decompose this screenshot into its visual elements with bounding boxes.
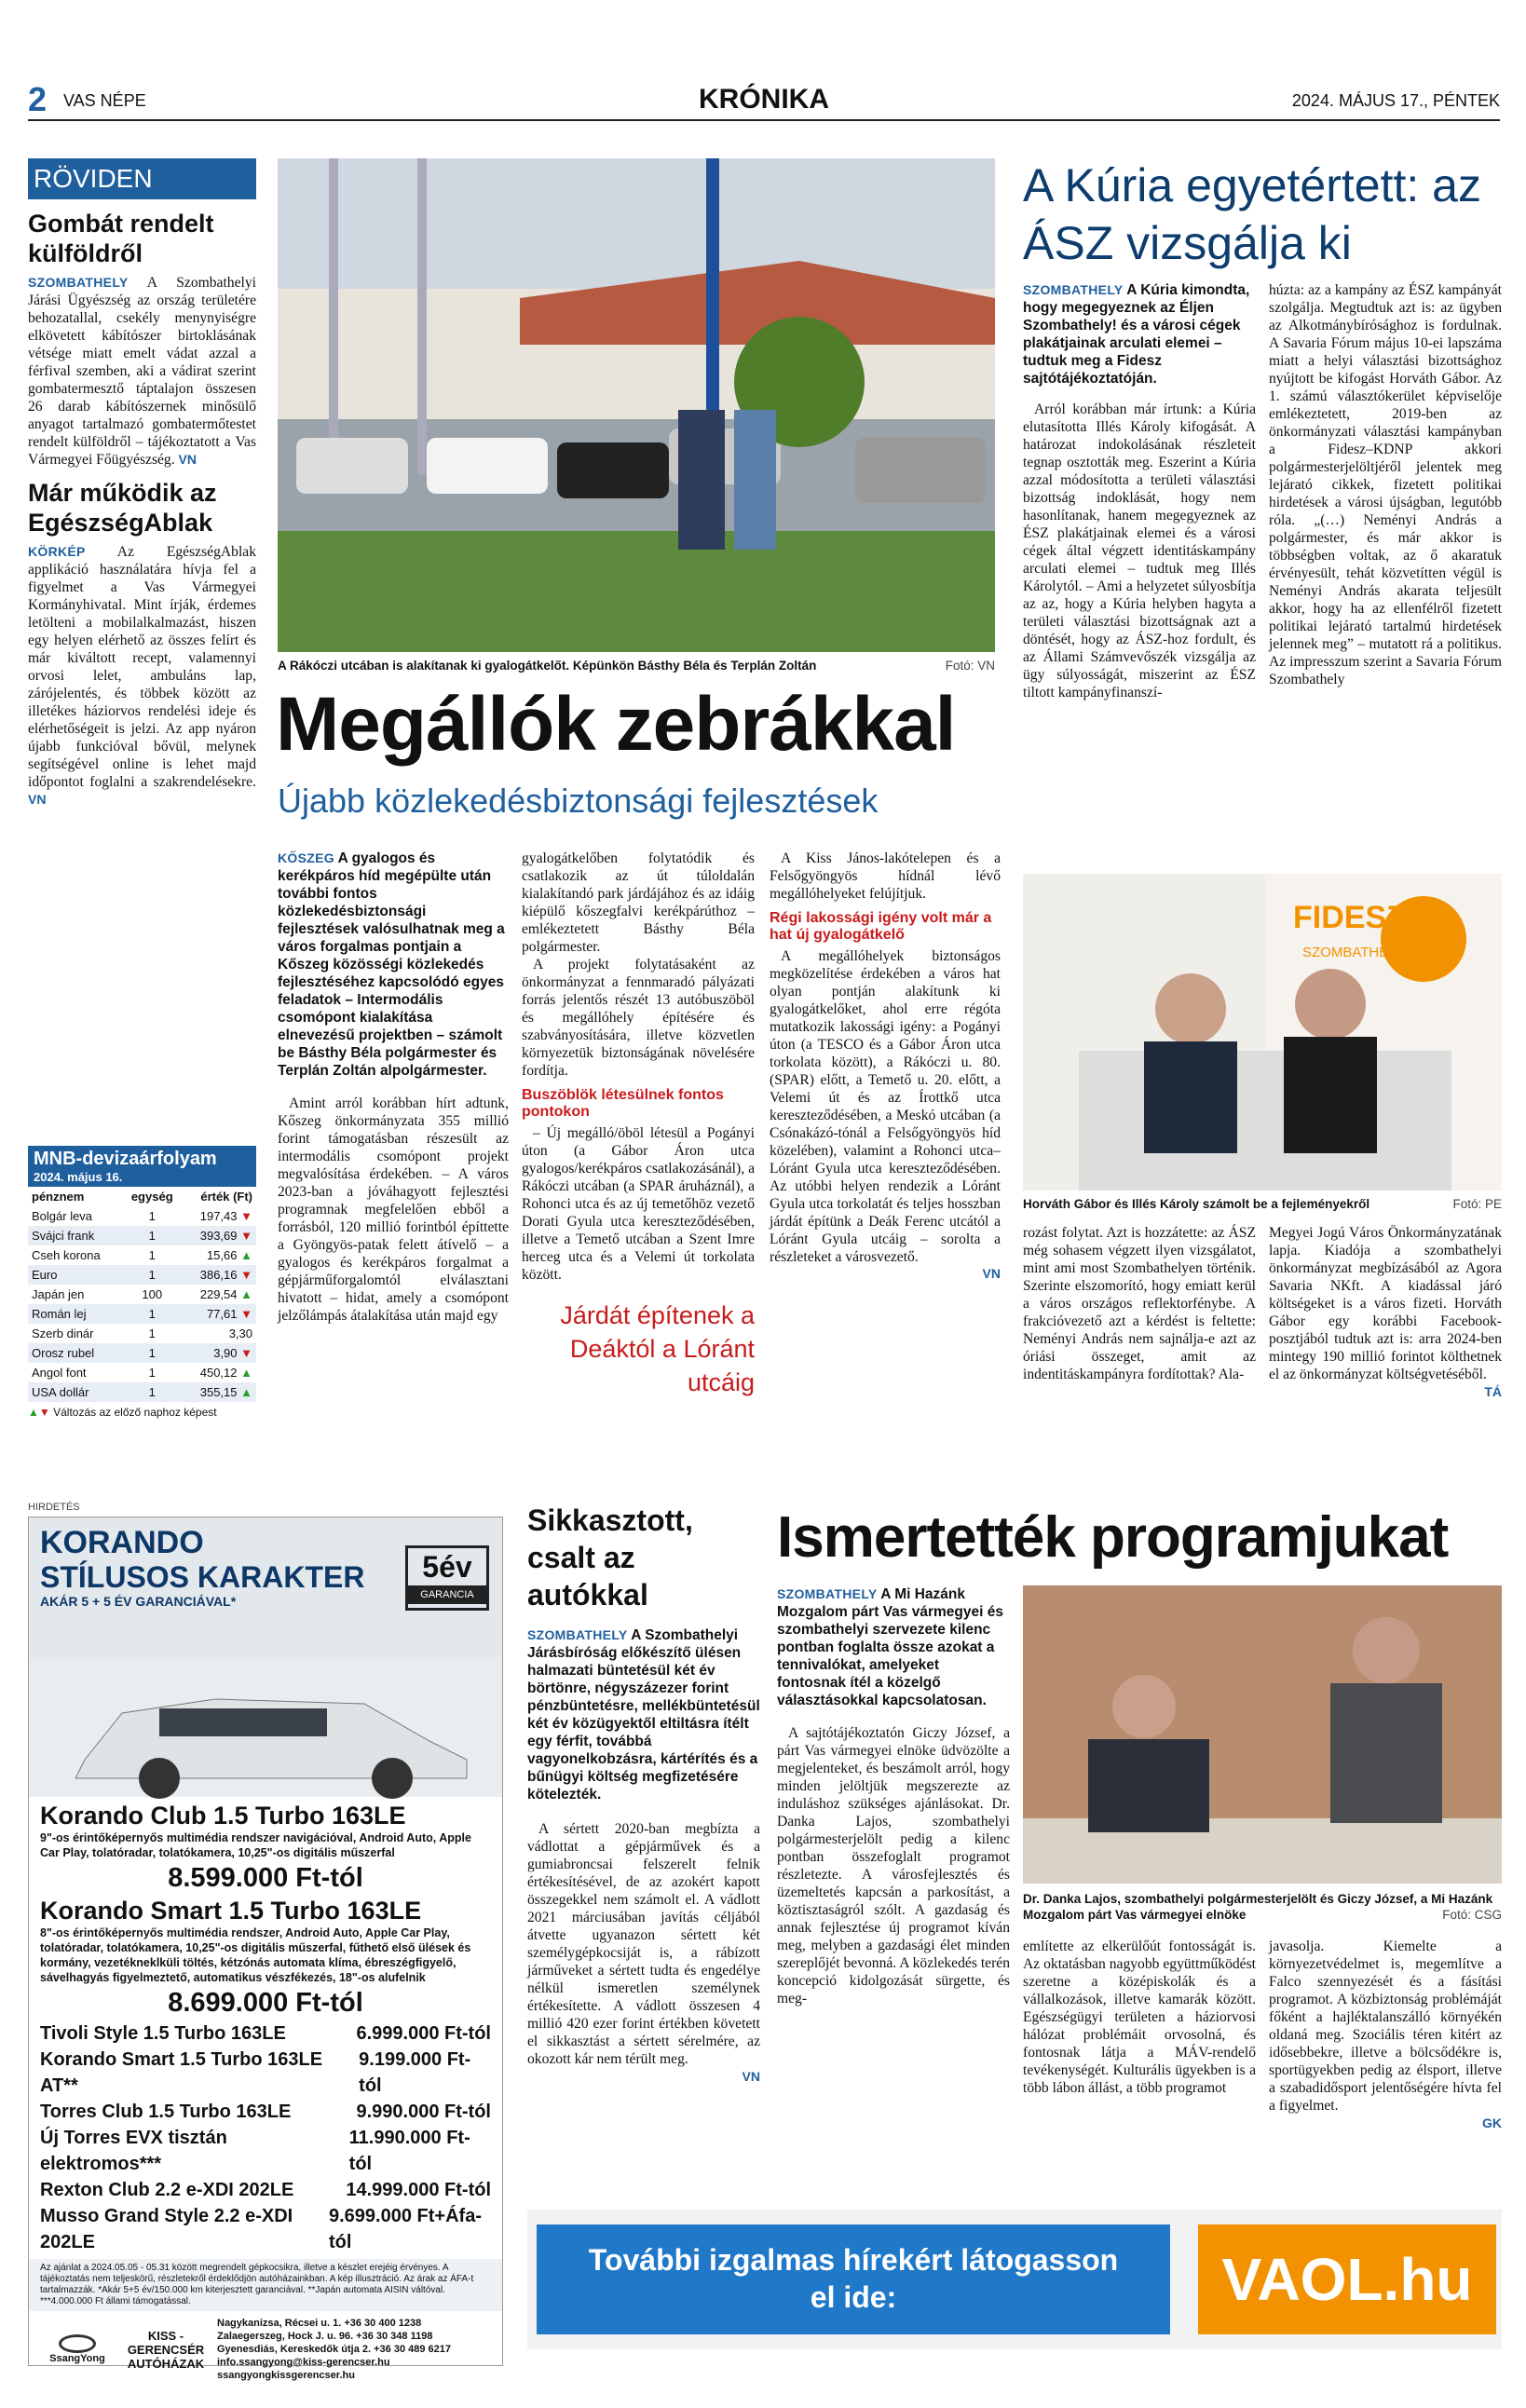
fx-header: pénznem [32, 1190, 85, 1204]
main-subhead-2: Régi lakossági igény volt már a hat új gyalogátkelő [770, 910, 992, 943]
model1-desc: 9"-os érintőképernyős multimédia rendszer navigációval, Android Auto, Apple Car Play, tolatóradar, tolatókamera, 10,25"-os digitális műszerfal [40, 1831, 471, 1859]
price-row [40, 2047, 491, 2099]
kuria-col2 [1269, 281, 1502, 859]
price-row [40, 2177, 491, 2203]
price-value: 9.199.000 Ft-tól [359, 2049, 471, 2096]
page-header [28, 82, 1500, 121]
ism-caption-text: Dr. Danka Lajos, szombathelyi polgármesterjelölt és Giczy József, a Mi Hazánk Mozgalom párt Vas vármegyei elnöke [1023, 1892, 1493, 1922]
sikk-body: A sértett 2020-ban megbízta a vádlottat a gépjárművek és a gumiabroncsai felszerelt felnik értékesítésével, de az azokért kapott összegekkel nem számolt el. A vádlott 2021 márciusában javítás céljából átvette ugyanazon sértett két személygépkocsiját is, a rábízott járműveket a sértett tudta és engedélye nélkül ismeretlen személynek értékesítette. A vádlott összesen 4 millió 420 ezer forint értékben követett el sikkasztást a sértett sérelmére, az okozott kár nem térült meg. [527, 1821, 760, 2067]
main-col1-body: Amint arról korábban hírt adtunk, Kőszeg önkormányzata 355 millió forint támogatásban részesült az intermodális csomópont projekt megvalósítása érdekében. – A város 2023-ban a jóváhagyott fejlesztési programnak megfelelően ebből a forrásból, 120 millió forintból építtette a Gyöngyös-patak felett átívelő – a gyalogos és kerékpáros forgalmat a gépjárműforgalomtól elválasztani hivatott – hidat, amely a csomópont jelzőlámpás átalakítása után majd egy [278, 1095, 509, 1324]
sikk-sig: VN [742, 2069, 760, 2084]
section-title: KRÓNIKA [699, 84, 829, 115]
ism-photo-caption [1023, 1891, 1502, 1930]
main-sig: VN [982, 1266, 1001, 1281]
main-headline: Megállók zebrákkal [276, 682, 956, 767]
fx-unit: 1 [122, 1382, 183, 1402]
fx-value: 393,69 [199, 1229, 238, 1243]
model2-desc: 8"-os érintőképernyős multimédia rendszer, Android Auto, Apple Car Play, tolatóradar, tolatókamera, 10,25"-os digitális műszerfal, fűthető első ülések és kormány, vezetékneklküli töltés, kétzónás automata klíma, ébreszégfigyelő, sávelhagyás figyelmeztető, automatikus vészfékezés, 18"-os alufelnik [40, 1926, 471, 1984]
main-col2-text-b: A projekt folytatásaként az önkormányzat a fennmaradó pályázati forrás jelentős részét 13 autóbuszöböl és megállóhely építésére és szabványosítására, illetve közvetlen környezetük biztonságának növelésére fordítja. [522, 957, 755, 1079]
main-col3 [770, 850, 1001, 1476]
sikk-headline: Sikkasztott, csalt az autókkal [527, 1503, 693, 1612]
fx-down-icon: ▼ [38, 1406, 50, 1419]
brand-name: SsangYong [49, 2353, 105, 2364]
kuria-col4 [1269, 1224, 1502, 1476]
fx-row [28, 1304, 256, 1324]
fx-currency: Orosz rubel [28, 1343, 122, 1363]
ad-headline-2: STÍLUSOS KARAKTER [40, 1560, 365, 1594]
car-ad[interactable] [28, 1517, 503, 2381]
fx-currency: Román lej [28, 1304, 122, 1324]
fx-unit: 1 [122, 1226, 183, 1245]
fx-row [28, 1382, 256, 1402]
fx-row [28, 1363, 256, 1382]
fx-currency: Bolgár leva [32, 1209, 93, 1223]
ssangyong-logo [40, 2334, 115, 2364]
price-value: 11.990.000 Ft-tól [348, 2128, 470, 2174]
kuria-headline: A Kúria egyetértett: az ÁSZ vizsgálja ki [1023, 159, 1481, 269]
ism-photo [1023, 1585, 1502, 1884]
badge-years: 5év [422, 1550, 472, 1584]
roviden-item2-sig: VN [28, 792, 47, 807]
ism-sig: GK [1482, 2116, 1502, 2130]
dealer-name: KISS - GERENCSÉR AUTÓHÁZAK [127, 2328, 205, 2371]
roviden-item2-place: KÖRKÉP [28, 544, 86, 559]
main-col2-text-a: gyalogátkelőben folytatódik és csatlakozik az út túloldalán kialakítandó park járdájához és az idáig kiépülő kőszegfalvi kerékpárúthoz – emlékeztetett Básthy Béla polgármester. [522, 850, 755, 955]
main-col3-text-b: A megállóhelyek biztonságos megközelítése érdekében a város hat olyan pontján alakítunk ki gyalogátkelőket, ahol erre régóta mutatkozik lakossági igény: a Pogányi úton (a TESCO és a Gábor Áron utca torkolata között), a Rákóczi u. 80. (SPAR) előtt, a Temető u. 20. előtt, a Velemi út és az Írottkő utca kereszteződésében, a Meskó utcában (a Csónakázó-tónál a Felsőgyöngyös híd közelében), valamint a Rohonci utca–Lóránt Gyula utca kereszteződésében. Az utóbbi helyen rendezik a Lóránt Gyula utca torkolatát és teljes hosszban járdát építünk a Deák Ferenc utcától a Lóránt Gyula utcáig – sorolta a részleteket a városvezető. [770, 948, 1001, 1265]
price-value: 6.999.000 Ft-tól [356, 2023, 491, 2044]
fx-currency: Angol font [32, 1366, 87, 1380]
fx-note: Változás az előző naphoz képest [53, 1406, 217, 1419]
fx-value: 3,30 [228, 1326, 252, 1340]
fx-down-icon: ▼ [240, 1346, 252, 1360]
main-place: KŐSZEG [278, 850, 334, 865]
price-model: Torres Club 1.5 Turbo 163LE [40, 2102, 292, 2122]
fx-header: egység [130, 1190, 173, 1204]
kuria-col3b-body: Megyei Jogú Város Önkormányzatának lapja. Kiadója a szombathelyi önkormányzat megbízásából az Agora Savaria NKft. A kiadással járó költségeket is a város fizeti. Horváth Gábor egy korábbi Facebook-posztjából tudtuk azt is: arra 2024-ben mintegy 190 millió forintot költhetnek el az önkormányzat költségvetéséből. [1269, 1225, 1502, 1382]
paper-name: VAS NÉPE [63, 91, 146, 110]
guarantee-badge [405, 1545, 489, 1611]
price-value: 9.699.000 Ft+Áfa-tól [329, 2206, 482, 2252]
fx-up-icon: ▲ [240, 1366, 252, 1380]
fx-currency: Szerb dinár [32, 1326, 94, 1340]
fx-value: 197,43 [199, 1209, 238, 1223]
main-photo [278, 158, 995, 652]
main-col1 [278, 850, 509, 1476]
fx-up-icon: ▲ [240, 1248, 252, 1262]
fx-row [28, 1245, 256, 1265]
main-col2 [522, 850, 755, 1476]
main-caption-credit: Fotó: VN [945, 659, 995, 673]
fx-row [28, 1343, 256, 1363]
roviden-item1-body: A Szombathelyi Járási Ügyészség az ország területére behozatallal, csekély menynyiségre elkövetett kábítószer birtoklásának vétsége miatt emelt vádat azzal a férfival szemben, aki a vádirat szerint gombatermesztő táptalajon összesen 26 darab kábítószernek minősülő anyagot tartalmazó gombatermőtestet rendelt külföldről – tájékoztatott a Vas Vármegyei Főügyészség. [28, 275, 256, 468]
fx-value: 3,90 [213, 1346, 238, 1360]
fx-value: 77,61 [206, 1307, 238, 1321]
price-row [40, 2020, 491, 2047]
fx-row [28, 1265, 256, 1285]
ism-col2-body: említette az elkerülőút fontosságát is. Az oktatásban nagyobb együttműködést szeretne a középiskolák és a vállalkozások, illetve kamarák között. Egészségügyi területen a háziorvosi hálózat problémáit orvosolná, és fontosnak látja a MÁV-rendelő tevékenységét. Kulturális ügyekben is a több lábon állást, a több programot [1023, 1939, 1256, 2096]
fx-table [28, 1187, 256, 1402]
suv-image [29, 1657, 502, 1797]
roviden-item1-place: SZOMBATHELY [28, 275, 129, 290]
price-model: Tivoli Style 1.5 Turbo 163LE [40, 2023, 286, 2044]
vaol-banner[interactable] [527, 2210, 1502, 2349]
price-value: 14.999.000 Ft-tól [346, 2180, 491, 2200]
fx-unit: 1 [148, 1248, 156, 1262]
main-subtitle: Újabb közlekedésbiztonsági fejlesztések [278, 782, 879, 820]
price-row [40, 2203, 491, 2255]
model1-title: Korando Club 1.5 Turbo 163LE [40, 1802, 406, 1830]
szombathely-sign: SZOMBATHELY [1302, 945, 1405, 960]
issue-date: 2024. MÁJUS 17., PÉNTEK [1291, 91, 1500, 110]
fx-header: érték (Ft) [200, 1190, 252, 1204]
fx-unit: 1 [148, 1209, 156, 1223]
fx-row [28, 1324, 256, 1343]
main-caption-text: A Rákóczi utcában is alakítanak ki gyalogátkelőt. Képünkön Básthy Béla és Terplán Zoltán [278, 659, 817, 673]
press-conference-image [1023, 874, 1502, 1190]
roviden-item1-sig: VN [178, 452, 197, 467]
fx-down-icon: ▼ [240, 1229, 252, 1243]
ssangyong-emblem-icon [59, 2334, 96, 2353]
vaol-logo[interactable]: VAOL.hu [1198, 2224, 1496, 2334]
price-model: Musso Grand Style 2.2 e-XDI 202LE [40, 2206, 293, 2252]
price-list [40, 2020, 491, 2255]
fx-row [28, 1285, 256, 1304]
fx-unit: 1 [148, 1366, 156, 1380]
main-col2-text-c: – Új megálló/öböl létesül a Pogányi úton (a Gábor Áron utca gyalogos/kerékpáros csatlakozásánál), a Rákóczi utcában (a SPAR áruháznál), a Rohonci utca és az új temetőhöz vezető Dorati Gyula utca kereszteződésében, illetve a Temető utcában a Szent Imre herceg utca és a Velemi út torkolata között. [522, 1125, 755, 1283]
ism-col3 [1269, 1938, 1502, 2200]
fidesz-sign: FIDESZ [1293, 900, 1406, 935]
kuria-col2-body: húzta: az a kampány az ÉSZ kampányát szolgálja. Megtudtuk azt is: az ügyben az Alkotmánybírósághoz is fordulnak. A Savaria Fórum május 10-ei lapszáma miatt a helyi választási bizottsághoz nyújtott be kifogást Horváth Gábor. Az 1. számú választókerület képviselője emlékeztetett, 2019-ben az önkormányzati választási kampányban a Fidesz–KDNP akkori polgármesterjelöltjéről jelentek meg lejárató cikkek, fizetett politikai hirdetések a városi újságban, legutóbb róla. „(…) Neményi András a polgármester, és már akkor is többségben voltak, az ő akaratuk érvényesült, tehát közvetítten végül is Neményi András akarata teljesült akkor, hogy ha az ellenfélről fizetett politikai lejárató tartalmú hirdetések jelennek meg” – mutatott rá a politikus. Az impresszum szerint a Savaria Fórum Szombathely [1269, 282, 1502, 687]
kuria-place: SZOMBATHELY [1023, 282, 1124, 297]
fx-down-icon: ▼ [240, 1307, 252, 1321]
kuria-photo-caption [1023, 1196, 1502, 1215]
price-model: Rexton Club 2.2 e-XDI 202LE [40, 2180, 294, 2200]
fx-value: 450,12 [199, 1366, 238, 1380]
kuria-col1 [1023, 281, 1256, 859]
ism-col1 [777, 1585, 1010, 2196]
sikk-place: SZOMBATHELY [527, 1627, 628, 1642]
ism-headline: Ismertették programjukat [777, 1505, 1449, 1570]
fx-down-icon: ▼ [240, 1209, 252, 1223]
main-subhead-1: Buszöblök létesülnek fontos pontokon [522, 1087, 724, 1120]
ism-col2 [1023, 1938, 1256, 2200]
price-row [40, 2099, 491, 2125]
fx-unit: 100 [142, 1287, 163, 1301]
model1-price: 8.599.000 Ft-tól [168, 1863, 363, 1893]
model2-title: Korando Smart 1.5 Turbo 163LE [40, 1897, 422, 1925]
fx-up-icon: ▲ [240, 1287, 252, 1301]
fx-unit: 1 [148, 1326, 156, 1340]
kuria-col2b-body: rozást folytat. Azt is hozzátette: az ÁSZ még sohasem végzett ilyen vizsgálatot, mint ami most Szombathelyen történik. Szerinte elszomorító, hogy emiatt kerül a város országos reflektorfénybe. A frakcióvezető azt a kérdést is feltette: Neményi András nem sajnálja-e azt az óriási összeget, amit az indentitáskampányra fordítottak? Ala- [1023, 1225, 1256, 1382]
model2-price: 8.699.000 Ft-tól [168, 1988, 363, 2018]
sikk-lead: A Szombathelyi Járásbíróság előkészítő ülésen halmazati büntetésül két év börtönre, négyszázezer forint pénzbüntetésre, mellékbüntetésül két év közügyektől eltiltásra ítélt egy férfit, továbbá vagyonelkobzásra, kártérítés és a bűnügyi költség megfizetésére kötelezték. [527, 1627, 760, 1803]
fx-value: 229,54 [199, 1287, 238, 1301]
fx-up-icon: ▲ [28, 1406, 39, 1419]
kuria-col3 [1023, 1224, 1256, 1476]
fx-currency: Cseh korona [32, 1248, 101, 1262]
kuria-caption-credit: Fotó: PE [1452, 1197, 1502, 1211]
kuria-caption-text: Horváth Gábor és Illés Károly számolt be a fejleményekről [1023, 1197, 1370, 1211]
ism-col1-body: A sajtótájékoztatón Giczy József, a párt Vas vármegyei elnöke üdvözölte a megjelenteket, és beszámolt arról, hogy minden jelöltjük megszerezte az induláshoz szükséges ajánlásokat. Dr. Danka Lajos, szombathelyi polgármesterjelölt pedig a kilenc pontban összefoglalt programot részletezte. A városfejlesztés és üzemeltetés kapcsán a parkosítást, a köztisztaságról szólt. A gazdaság és annak fejlesztése új programot kíván meg, melyben a gazdasági élet minden szereplőjét bevonná. A közlekedés terén koncepció kidolgozását sürgette, és meg- [777, 1725, 1010, 2007]
fx-row [28, 1206, 256, 1226]
price-row [40, 2125, 491, 2177]
price-model: Új Torres EVX tisztán elektromos*** [40, 2128, 227, 2174]
street-scene-image [278, 158, 995, 652]
fx-unit: 1 [122, 1343, 183, 1363]
ad-guarantee-note: AKÁR 5 + 5 ÉV GARANCIÁVAL* [40, 1594, 237, 1609]
fx-value: 386,16 [199, 1268, 238, 1282]
vaol-text: További izgalmas hírekért látogasson el ide: [588, 2243, 1119, 2314]
fx-unit: 1 [122, 1265, 183, 1285]
roviden-item1-title: Gombát rendelt külföldről [28, 210, 214, 267]
main-lead: A gyalogos és kerékpáros híd megépülte után további fontos közlekedésbiztonsági fejlesztések valósulhatnak meg a város forgalmas pontjain a Kőszeg közösségi közlekedés fejlesztéséhez kapcsolódó egyes feladatok – Intermodális csomópont kialakítása elnevezésű projektben – számolt be Básthy Béla polgármester és Terplán Zoltán alpolgármester. [278, 850, 505, 1079]
fx-value: 355,15 [199, 1385, 238, 1399]
ism-col3-body: javasolja. Kiemelte a környezetvédelmet is, megemlítve a Falco szennyezését és a fásítási programot. A közbiztonság problémáját főként a hajléktalanszálló környékén oldaná meg. Szociális téren kitért az idősebbekre, illetve a bölcsődékre is, sportügyekben pedig az élsport, illetve a szabadidősport jelentőségére hívta fel a figyelmet. [1269, 1939, 1502, 2114]
roviden-column [28, 158, 256, 1122]
ism-place: SZOMBATHELY [777, 1586, 878, 1601]
fx-currency: USA dollár [28, 1382, 122, 1402]
fx-title: MNB-devizaárfolyam [34, 1149, 217, 1169]
fx-value: 15,66 [206, 1248, 238, 1262]
price-model: Korando Smart 1.5 Turbo 163LE AT** [40, 2049, 323, 2096]
ism-lead: A Mi Hazánk Mozgalom párt Vas vármegyei és szombathelyi szervezete kilenc pontban foglalta össze azokat a tennivalókat, amelyeket fontosnak ítél a közelgő választásokkal kapcsolatosan. [777, 1586, 1003, 1708]
ad-headline-1: KORANDO [40, 1525, 204, 1560]
page-number: 2 [28, 80, 48, 118]
fx-down-icon: ▼ [240, 1268, 252, 1282]
politicians-image [1023, 1585, 1502, 1884]
kuria-sig: TÁ [1484, 1384, 1502, 1399]
fx-currency: Japán jen [32, 1287, 85, 1301]
dealer-addresses[interactable]: Nagykanizsa, Récsei u. 1. +36 30 400 1238 Zalaegerszeg, Hock J. u. 96. +36 30 348 1198 Gyenesdiás, Kereskedők útja 2. +36 30 489 6217 info.ssangyong@kiss-gerencser.hu ssangyongkissgerencser.hu [217, 2318, 452, 2381]
fx-unit: 1 [122, 1304, 183, 1324]
fx-up-icon: ▲ [240, 1385, 252, 1399]
price-value: 9.990.000 Ft-tól [356, 2102, 491, 2122]
ad-label: HIRDETÉS [28, 1502, 80, 1513]
main-pullquote: Járdát építenek a Deáktól a Lóránt utcáig [560, 1301, 755, 1396]
fx-row [28, 1226, 256, 1245]
fx-box [28, 1146, 256, 1467]
roviden-label: RÖVIDEN [28, 158, 256, 199]
fx-currency: Euro [28, 1265, 122, 1285]
roviden-item2-title: Már működik az EgészségAblak [28, 479, 217, 537]
fx-date: 2024. május 16. [34, 1170, 123, 1184]
kuria-col1-body: Arról korábban már írtunk: a Kúria elutasította Illés Károly kifogását. A határozat indokolásának részleteit tegnap osztották meg. Eszerint a Kúria azzal módosította a területi választási bizottság indoklását, hogy nem hasonlítanak, hanem megegyeznek az ÉSZ plakátjainak elemei és a városi cégek által végzett identitáskampány arculati elemei – tudtuk meg Illés Károlytól. – Ami a helyzetet súlyosbítja az az, hogy a Kúria helyben hagyta a területi választási bizottságnak azt a döntését, hogy az ÁSZ-hoz fordult, és az Állami Számvevőszék vizsgálja az ügy súlyosságát, miszerint az ÉSZ tiltott kampányfinanszí- [1023, 401, 1256, 701]
main-photo-caption [278, 658, 995, 676]
badge-sub: GARANCIA [408, 1585, 486, 1604]
kuria-lead: A Kúria kimondta, hogy megegyeznek az Éljen Szombathely! és a városi cégek plakátjainak arculati elemei – tudtuk meg a Fidesz sajtótájékoztatóján. [1023, 282, 1250, 387]
roviden-item2-body: Az EgészségAblak applikáció használatára hívja fel a figyelmet a Vas Vármegyei Kormányhivatal. Mint írják, érdemes letölteni a mobilalkalmazást, hiszen egy helyen elérhető az összes felírt és már kiváltott recept, valamennyi orvosi lelet, ambuláns lap, zárójelentés, és többek között az illetékes háziorvos rendelési ideje és elérhetőségeit is jelzi. Az app nyáron újabb funkcióval bővül, melynek segítségével online is lehet majd időpontot foglalni a szakrendelésekre. [28, 544, 256, 790]
ad-fineprint: Az ajánlat a 2024.05.05 - 05.31 között megrendelt gépkocsikra, illetve a készlet erejéig érvényes. A tájékoztatás nem teljeskörű, részletekről érdeklődjön autóházainkban. A kép illusztráció. Az árak az ÁFA-t tartalmazzák. *Akár 5+5 év/150.000 km kiterjesztett garanciával. **Japán automata AISIN váltóval. ***4.000.000 Ft állami támogatással. [29, 2259, 502, 2311]
main-col3-text-a: A Kiss János-lakótelepen és a Felsőgyöngyös hídnál lévő megállóhelyeket felújítjuk. [770, 850, 1001, 902]
ism-caption-credit: Fotó: CSG [1442, 1908, 1502, 1922]
fx-currency: Svájci frank [28, 1226, 122, 1245]
kuria-photo [1023, 874, 1502, 1190]
